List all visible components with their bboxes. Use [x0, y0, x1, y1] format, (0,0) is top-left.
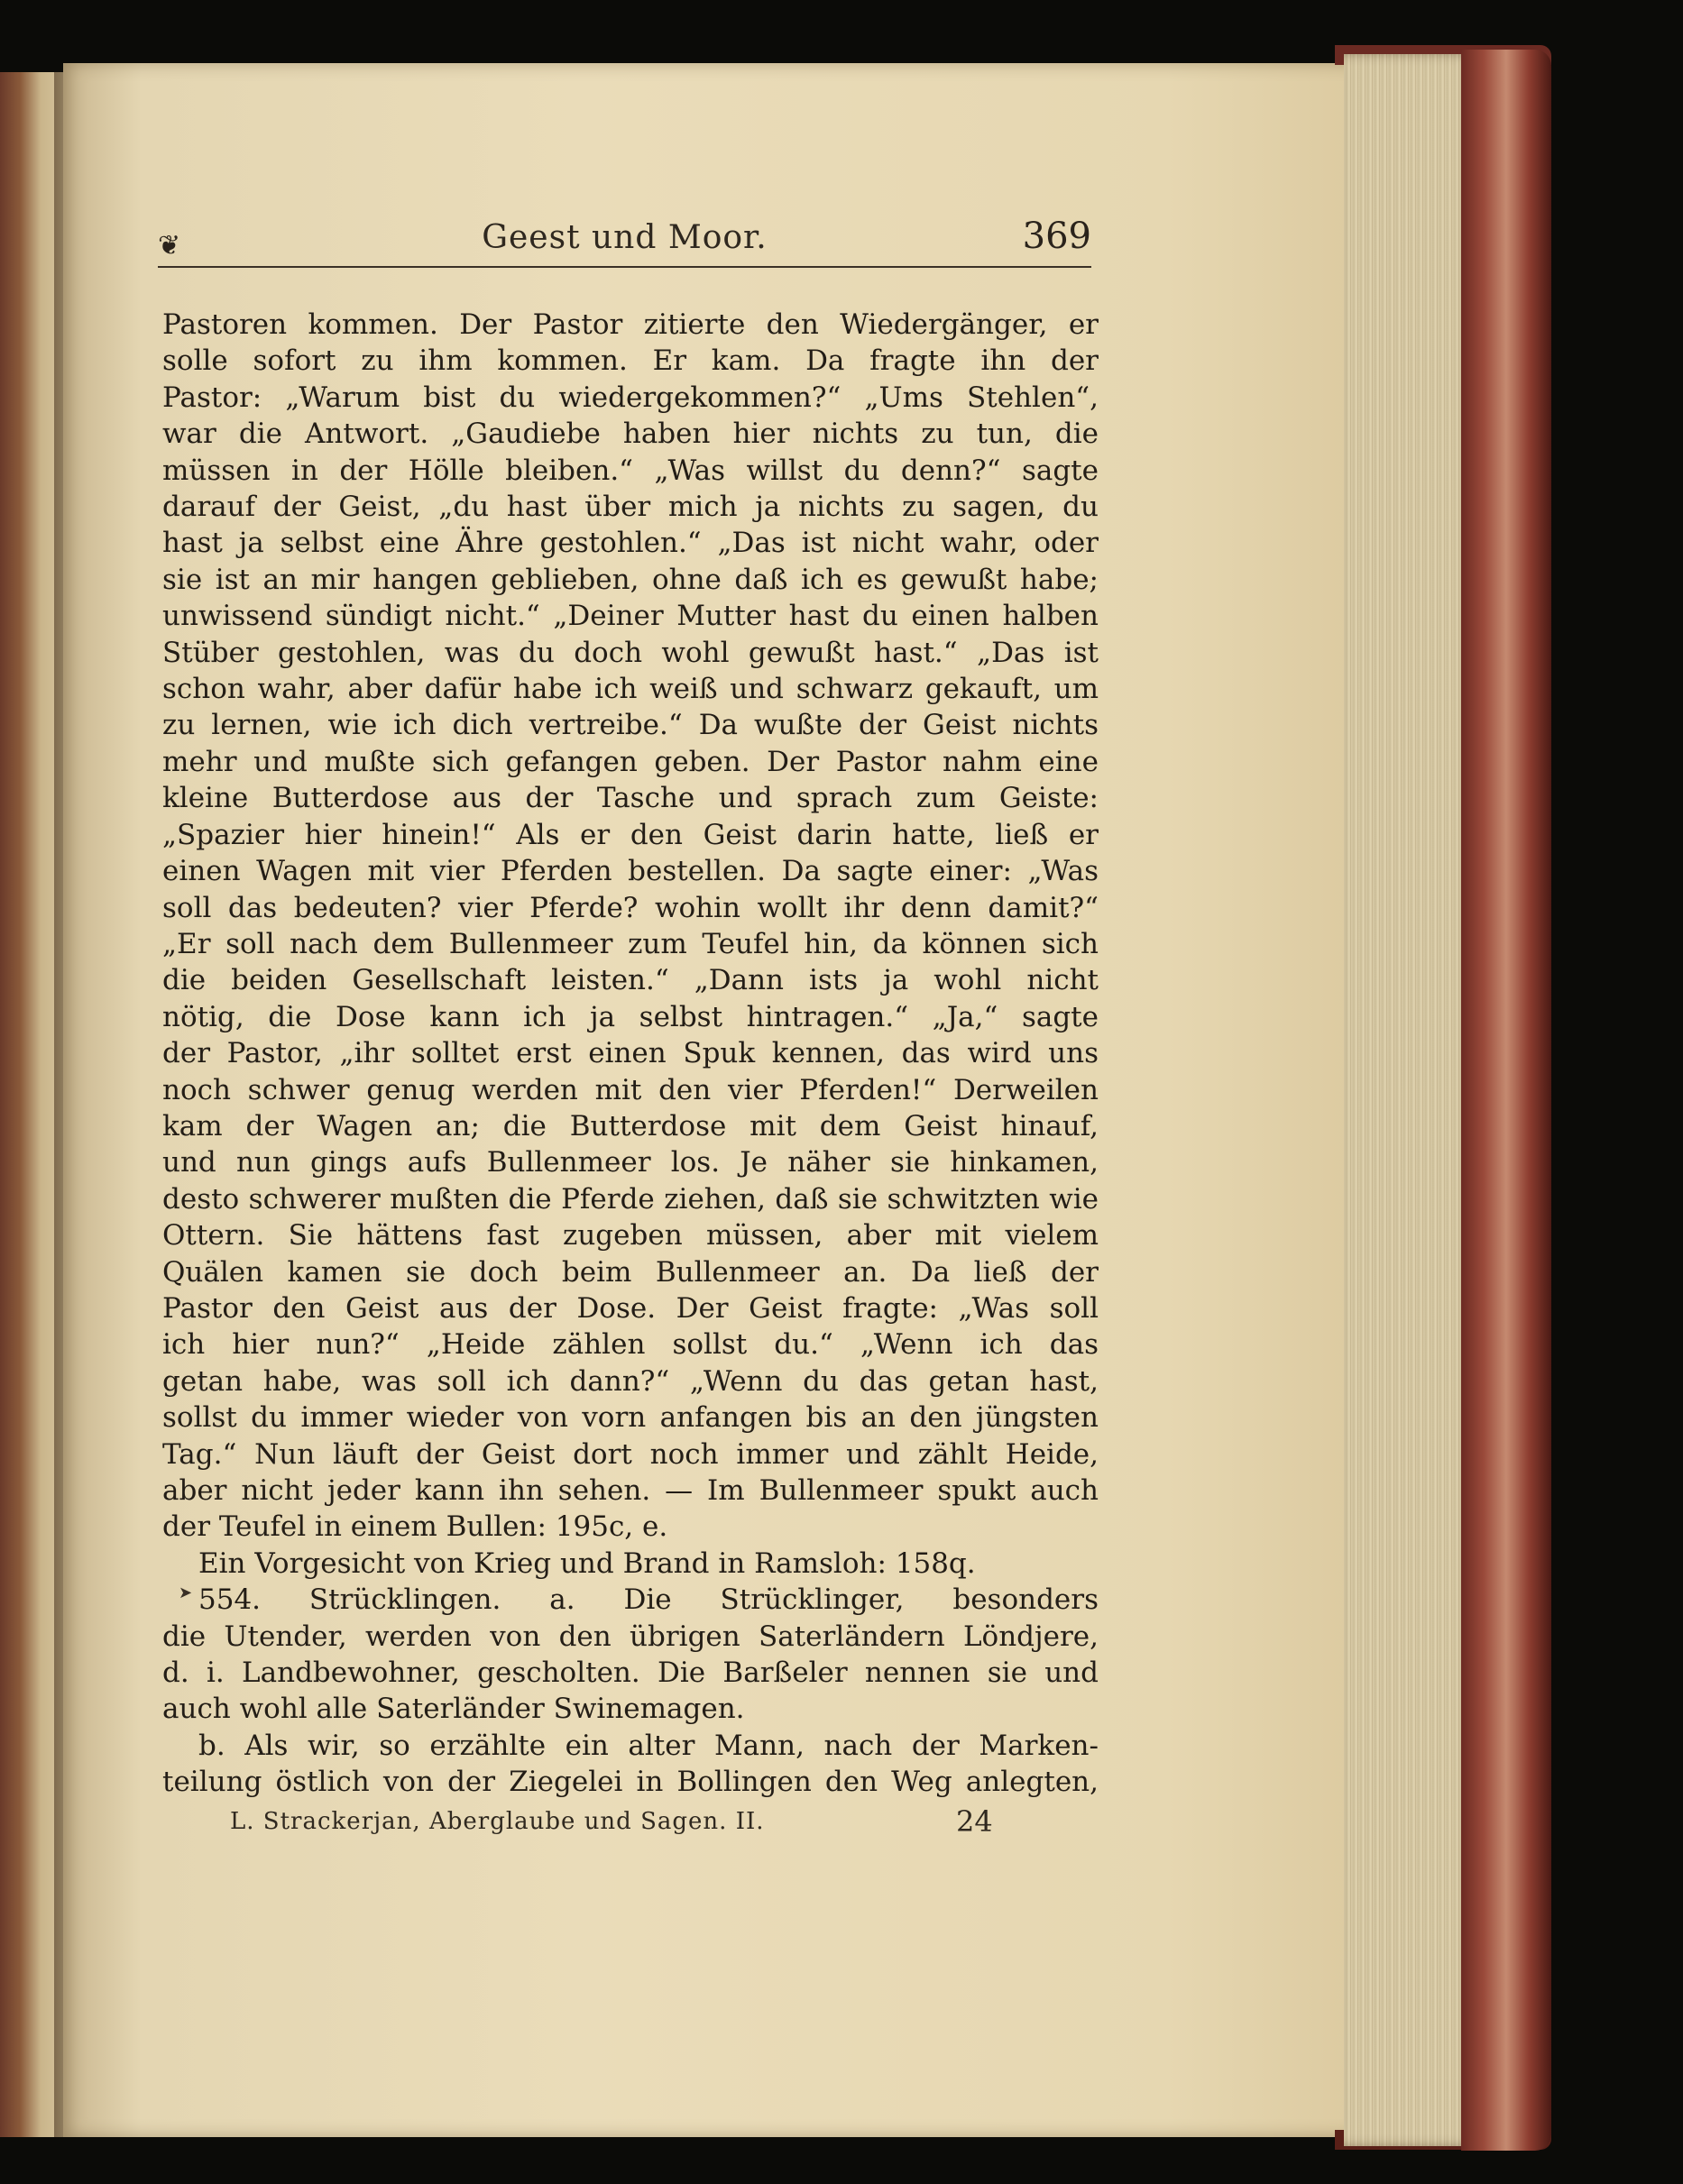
- text-line: noch schwer genug werden mit den vier Pferden!“ Derweilen: [162, 1073, 1099, 1106]
- text-line: ich hier nun?“ „Heide zählen sollst du.“ „Wenn ich das: [162, 1328, 1099, 1362]
- text-line: schon wahr, aber dafür habe ich weiß und schwarz gekauft, um: [162, 673, 1099, 706]
- text-line: zu lernen, wie ich dich vertreibe.“ Da wußte der Geist nichts: [162, 709, 1099, 742]
- text-line: „Er soll nach dem Bullenmeer zum Teufel hin, da können sich: [162, 927, 1099, 960]
- text-line: hast ja selbst eine Ähre gestohlen.“ „Das ist nicht wahr, oder: [162, 527, 1099, 560]
- text-line: mehr und mußte sich gefangen geben. Der Pastor nahm eine: [162, 745, 1099, 778]
- text-line: der Teufel in einem Bullen: 195c, e.: [162, 1510, 668, 1544]
- text-line: aber nicht jeder kann ihn sehen. — Im Bullenmeer spukt auch: [162, 1474, 1099, 1507]
- text-line: soll das bedeuten? vier Pferde? wohin wollt ihr denn damit?“: [162, 891, 1099, 924]
- margin-mark-icon: ➤: [179, 1583, 193, 1602]
- text-line: b. Als wir, so erzählte ein alter Mann, nach der Marken-: [198, 1729, 1099, 1762]
- body-text: [162, 307, 1099, 1801]
- text-line: getan habe, was soll ich dann?“ „Wenn du das getan hast,: [162, 1364, 1099, 1398]
- cross-reference: Ein Vorgesicht von Krieg und Brand in Ramsloh: 158q.: [198, 1546, 976, 1580]
- text-line: der Pastor, „ihr solltet erst einen Spuk kennen, das wird uns: [162, 1037, 1099, 1070]
- text-line: und nun gings aufs Bullenmeer los. Je näher sie hinkamen,: [162, 1146, 1099, 1179]
- text-line: Tag.“ Nun läuft der Geist dort noch immer und zählt Heide,: [162, 1437, 1099, 1471]
- text-line: desto schwerer mußten die Pferde ziehen, daß sie schwitzten wie: [162, 1182, 1099, 1216]
- text-line: Pastor: „Warum bist du wiedergekommen?“ „Ums Stehlen“,: [162, 381, 1099, 414]
- book-cover: [1461, 50, 1551, 2151]
- text-line: sie ist an mir hangen geblieben, ohne daß ich es gewußt habe;: [162, 563, 1099, 596]
- text-line: „Spazier hier hinein!“ Als er den Geist darin hatte, ließ er: [162, 818, 1099, 851]
- page-number: 369: [1022, 216, 1091, 257]
- text-line: Pastoren kommen. Der Pastor zitierte den Wiedergänger, er: [162, 308, 1099, 341]
- text-line: einen Wagen mit vier Pferden bestellen. Da sagte einer: „Was: [162, 855, 1099, 888]
- signature-mark: 24: [956, 1804, 993, 1839]
- text-line: teilung östlich von der Ziegelei in Bollingen den Weg anlegten,: [162, 1766, 1099, 1799]
- text-line: d. i. Landbewohner, gescholten. Die Barßeler nennen sie und: [162, 1656, 1099, 1690]
- text-line: nötig, die Dose kann ich ja selbst hintragen.“ „Ja,“ sagte: [162, 1000, 1099, 1033]
- text-line: Ottern. Sie hättens fast zugeben müssen, aber mit vielem: [162, 1219, 1099, 1253]
- ornament-icon: ❦: [158, 230, 181, 262]
- section-heading-line: 554. Strücklingen. a. Die Strücklinger, besonders: [198, 1583, 1099, 1617]
- text-line: kleine Butterdose aus der Tasche und sprach zum Geiste:: [162, 782, 1099, 815]
- text-line: unwissend sündigt nicht.“ „Deiner Mutter hast du einen halben: [162, 600, 1099, 633]
- text-line: die Utender, werden von den übrigen Saterländern Löndjere,: [162, 1620, 1099, 1653]
- text-line: die beiden Gesellschaft leisten.“ „Dann ists ja wohl nicht: [162, 964, 1099, 997]
- text-line: müssen in der Hölle bleiben.“ „Was willst du denn?“ sagte: [162, 454, 1099, 487]
- page-title: Geest und Moor.: [482, 219, 768, 256]
- text-line: Quälen kamen sie doch beim Bullenmeer an. Da ließ der: [162, 1255, 1099, 1289]
- text-line: sollst du immer wieder von vorn anfangen bis an den jüngsten: [162, 1401, 1099, 1435]
- text-line: war die Antwort. „Gaudiebe haben hier nichts zu tun, die: [162, 418, 1099, 451]
- footer-citation: L. Strackerjan, Aberglaube und Sagen. II.: [230, 1808, 765, 1835]
- text-line: kam der Wagen an; die Butterdose mit dem Geist hinauf,: [162, 1109, 1099, 1142]
- text-line: solle sofort zu ihm kommen. Er kam. Da fragte ihn der: [162, 344, 1099, 378]
- page-edges: [1344, 54, 1475, 2146]
- text-line: darauf der Geist, „du hast über mich ja nichts zu sagen, du: [162, 491, 1099, 524]
- text-line: Pastor den Geist aus der Dose. Der Geist fragte: „Was soll: [162, 1291, 1099, 1325]
- running-head: [158, 212, 1091, 268]
- text-line: Stüber gestohlen, was du doch wohl gewußt hast.“ „Das ist: [162, 636, 1099, 669]
- footer: [230, 1804, 1060, 1844]
- text-line: auch wohl alle Saterländer Swinemagen.: [162, 1693, 745, 1726]
